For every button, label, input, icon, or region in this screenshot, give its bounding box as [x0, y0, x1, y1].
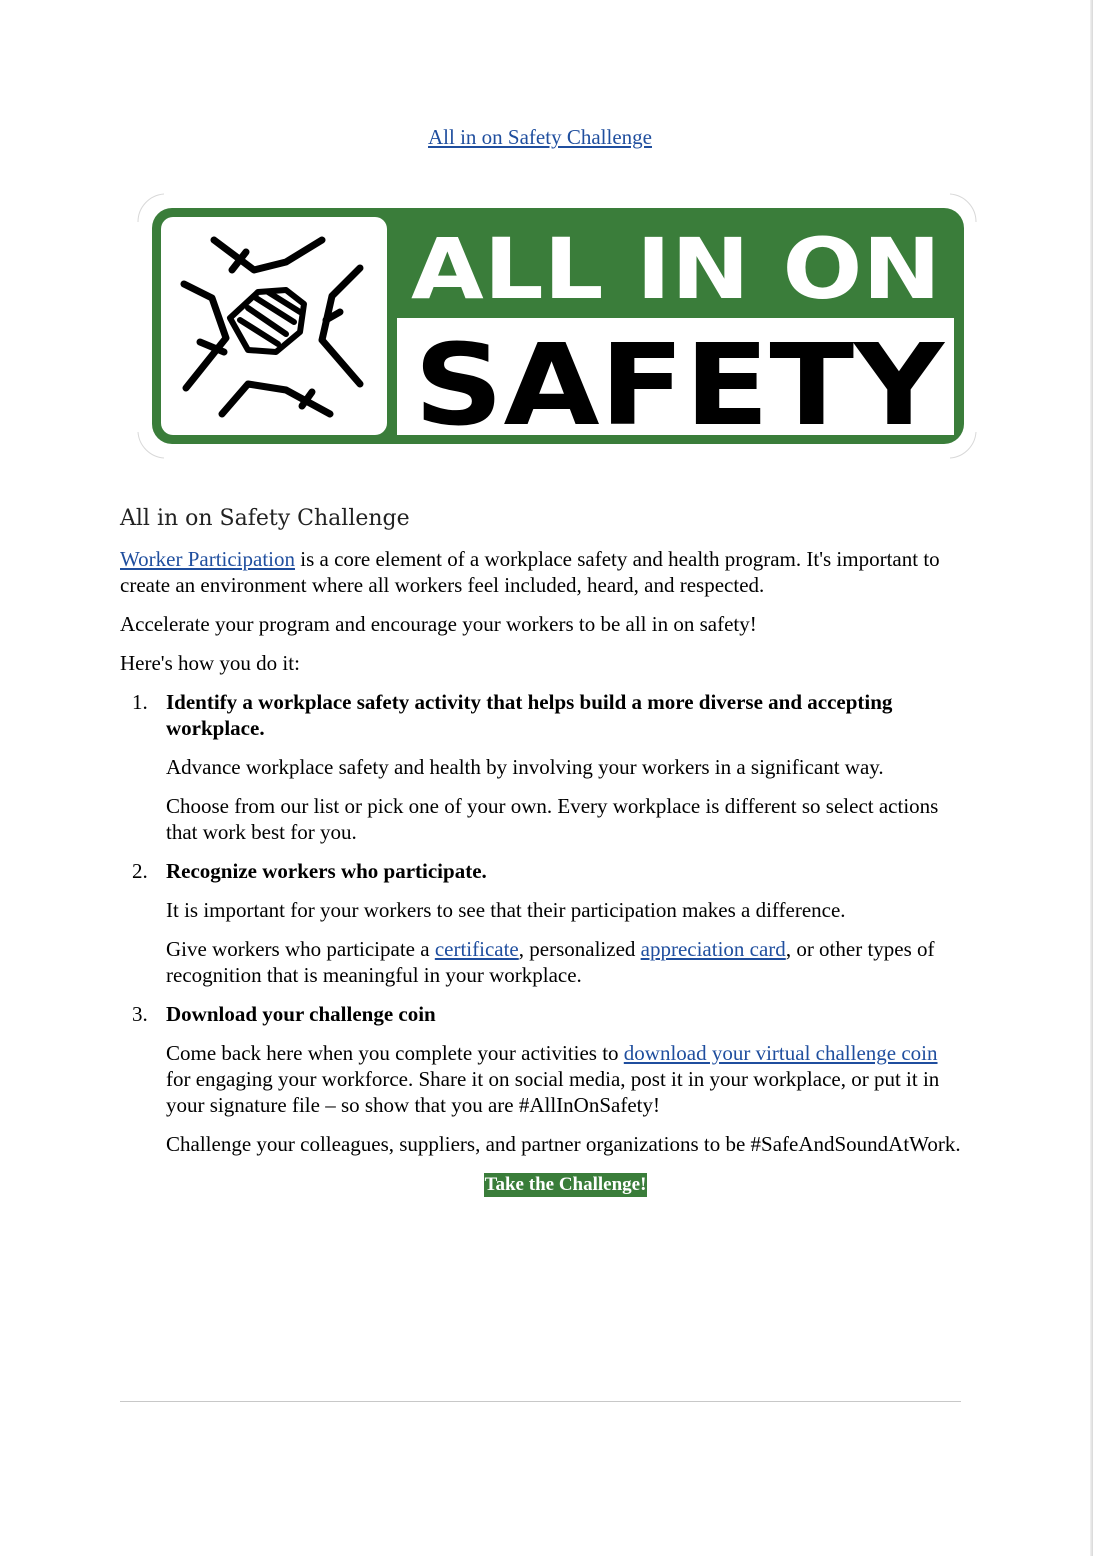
main-content — [120, 504, 965, 1197]
header-link-row — [0, 125, 1080, 150]
banner-line1: ALL IN ON — [411, 220, 941, 318]
step-number: 3. — [132, 1002, 148, 1026]
step-text-part: , personalized — [518, 937, 641, 961]
footer-divider — [120, 1401, 961, 1402]
header-link[interactable]: All in on Safety Challenge — [428, 125, 652, 149]
how-to-paragraph: Here's how you do it: — [120, 651, 300, 675]
certificate-link[interactable]: certificate — [434, 937, 519, 961]
step-text — [166, 936, 965, 988]
step-title: Recognize workers who participate. — [166, 859, 487, 883]
list-item — [120, 1001, 965, 1157]
all-in-on-safety-banner — [136, 192, 978, 460]
download-coin-link[interactable]: download your virtual challenge coin — [623, 1041, 938, 1065]
intro-paragraph — [120, 546, 965, 598]
step-number: 1. — [132, 690, 148, 714]
take-challenge-button[interactable]: Take the Challenge! — [484, 1174, 647, 1195]
intro-text: is a core element of a workplace safety and health program. It's important to create an environment where all workers feel included, heard, and respected. — [120, 547, 940, 597]
step-title: Download your challenge coin — [166, 1002, 436, 1026]
cta-row — [120, 1170, 965, 1197]
section-title: All in on Safety Challenge — [120, 506, 410, 531]
step-number: 2. — [132, 859, 148, 883]
step-title: Identify a workplace safety activity that helps build a more diverse and accepting workplace. — [166, 690, 893, 740]
step-text-part: for engaging your workforce. Share it on social media, post it in your workplace, or put it in your signature file – so show that you are #AllInOnSafety! — [166, 1067, 940, 1117]
step-text-part: Give workers who participate a — [166, 937, 435, 961]
step-text: Challenge your colleagues, suppliers, and partner organizations to be #SafeAndSoundAtWork. — [166, 1132, 961, 1156]
step-text-part: , or other types of recognition that is meaningful in your workplace. — [166, 937, 935, 987]
step-text: It is important for your workers to see that their participation makes a difference. — [166, 898, 846, 922]
steps-list — [120, 689, 965, 1157]
list-item — [120, 858, 965, 988]
accelerate-paragraph: Accelerate your program and encourage your workers to be all in on safety! — [120, 612, 757, 636]
step-text — [166, 1040, 965, 1118]
step-text: Choose from our list or pick one of your own. Every workplace is different so select actions that work best for you. — [166, 794, 939, 844]
list-item — [120, 689, 965, 845]
step-text-part: Come back here when you complete your activities to — [166, 1041, 624, 1065]
appreciation-card-link[interactable]: appreciation card — [640, 937, 786, 961]
step-text: Advance workplace safety and health by involving your workers in a significant way. — [166, 755, 884, 779]
banner-line2: SAFETY — [414, 321, 947, 451]
worker-participation-link[interactable]: Worker Participation — [120, 547, 296, 571]
